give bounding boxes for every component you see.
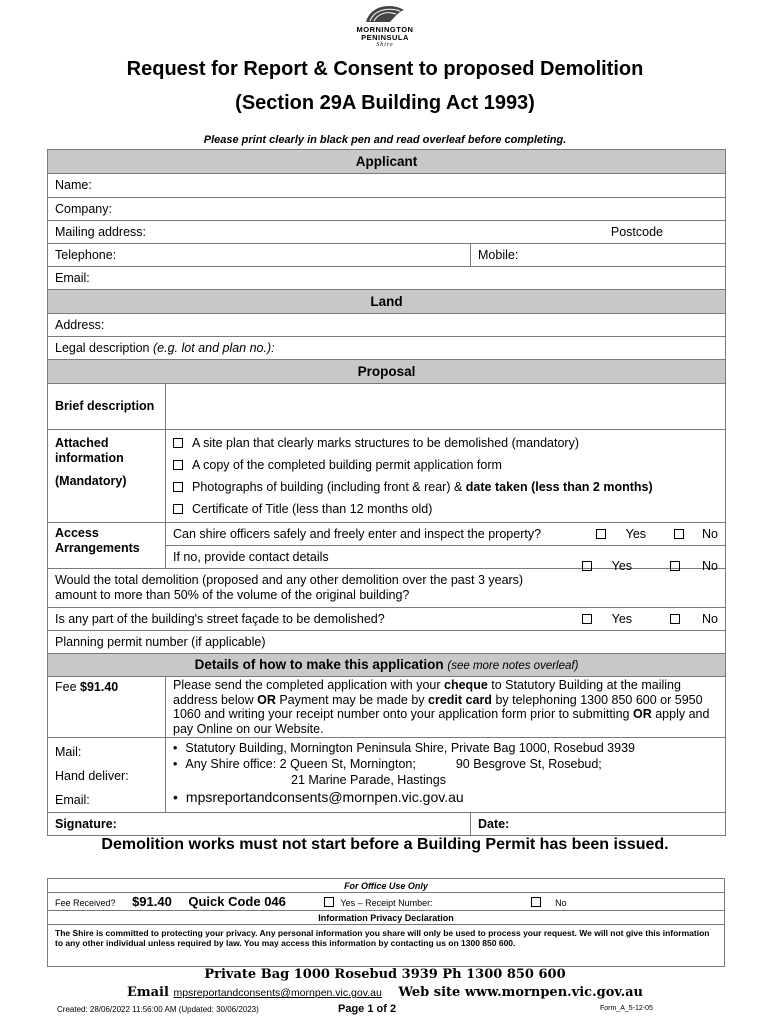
proposal-header: Proposal (48, 360, 726, 384)
name-field[interactable]: Name: (48, 174, 726, 198)
shell-logo-icon (360, 2, 410, 26)
delivery-details (166, 738, 726, 813)
access-label: Access Arrangements (48, 523, 166, 569)
facade-no[interactable]: No (656, 612, 718, 626)
legal-description-field[interactable] (48, 337, 726, 360)
privacy-text: The Shire is committed to protecting your privacy. Any personal information you share will only be used to process your request. We will not give this information to any other individual unless required by law. You may access this information by contacting us on 1300 850 600. (48, 925, 725, 967)
contact-line (0, 985, 770, 1000)
fee-label: Fee (55, 680, 77, 694)
access-question: Can shire officers safely and freely enter and inspect the property? (173, 526, 542, 541)
checkbox-icon[interactable] (173, 504, 183, 514)
attach-permit-form[interactable]: A copy of the completed building permit application form (173, 454, 718, 476)
demolition-volume-row (48, 559, 726, 608)
facade-yes-no (554, 612, 718, 627)
demolition-yes-no (554, 559, 718, 574)
form-subtitle: (Section 29A Building Act 1993) (235, 92, 535, 114)
privacy-header: Information Privacy Declaration (48, 911, 725, 925)
checkbox-icon[interactable] (324, 897, 334, 907)
attached-info-cell (48, 430, 166, 523)
address-field[interactable]: Address: (48, 314, 726, 337)
mail-address: • Statutory Building, Mornington Peninsula Shire, Private Bag 1000, Rosebud 3939 (173, 740, 718, 756)
logo-line-2: PENINSULA (361, 33, 409, 42)
telephone-field[interactable]: Telephone: (48, 244, 471, 267)
email-word: Email (126, 985, 169, 1000)
contact-email[interactable]: mpsreportandconsents@mornpen.vic.gov.au (173, 987, 382, 999)
access-no[interactable]: No (660, 527, 718, 541)
mailing-address-field[interactable] (48, 221, 726, 244)
logo-line-3: Shire (376, 42, 394, 48)
legal-description-label: Legal description (55, 340, 150, 355)
legal-description-hint: (e.g. lot and plan no.): (153, 340, 275, 355)
attach-title-certificate[interactable]: Certificate of Title (less than 12 months old) (173, 498, 718, 520)
delivery-labels (48, 738, 166, 813)
receipt-no[interactable]: No (531, 898, 567, 908)
hastings-office: 21 Marine Parade, Hastings (291, 773, 446, 787)
email-address[interactable]: • mpsreportandconsents@mornpen.vic.gov.au (173, 789, 718, 805)
instruction-text: Please print clearly in black pen and read overleaf before completing. (203, 134, 567, 146)
checkbox-icon[interactable] (670, 561, 680, 571)
checkbox-icon[interactable] (670, 614, 680, 624)
postcode-label: Postcode (610, 224, 664, 239)
facade-question: Is any part of the building's street façade to be demolished? (55, 611, 385, 626)
brief-description-label: Brief description (48, 384, 166, 430)
mandatory-label: (Mandatory) (55, 474, 127, 488)
receipt-yes[interactable]: Yes – Receipt Number: (324, 898, 432, 908)
checkbox-icon[interactable] (582, 614, 592, 624)
date-field[interactable]: Date: (471, 813, 726, 836)
attached-info-label: Attached information (55, 436, 124, 465)
email-label: Email: (55, 793, 90, 807)
fee-received-label: Fee Received? (55, 898, 116, 908)
hand-deliver-offices: • Any Shire office: 2 Queen St, Mornington; 90 Besgrove St, Rosebud; (173, 756, 718, 772)
quick-code: Quick Code 046 (188, 894, 286, 909)
form-title: Request for Report & Consent to proposed Demolition (126, 58, 644, 80)
office-use-table (47, 878, 725, 967)
checkbox-icon[interactable] (173, 460, 183, 470)
mail-label: Mail: (55, 745, 82, 759)
shire-logo (340, 2, 430, 52)
fee-cell (48, 677, 166, 738)
attachment-checklist (166, 430, 726, 523)
warning-text: Demolition works must not start before a Building Permit has been issued. (101, 836, 669, 853)
checkbox-icon[interactable] (596, 529, 606, 539)
website[interactable]: Web site www.mornpen.vic.gov.au (398, 985, 644, 1000)
email-field[interactable]: Email: (48, 267, 726, 290)
attach-site-plan[interactable]: A site plan that clearly marks structures to be demolished (mandatory) (173, 432, 718, 454)
planning-permit-field[interactable]: Planning permit number (if applicable) (48, 631, 726, 654)
demolition-question: Would the total demolition (proposed and any other demolition over the past 3 years) amount to more than 50% of the volume of the original building? (55, 573, 524, 602)
payment-instructions: Please send the completed application with your cheque to Statutory Building at the mailing address below OR Payment may be made by credit card by telephoning 1300 850 600 or 5950 1060 and writing your receipt number onto your application form prior to submitting OR apply and pay Online on our Website. (166, 677, 726, 738)
access-yes[interactable]: Yes (582, 527, 646, 541)
access-yes-no (568, 527, 718, 542)
attach-photographs[interactable]: Photographs of building (including front & rear) & date taken (less than 2 months) (173, 476, 718, 498)
checkbox-icon[interactable] (582, 561, 592, 571)
access-contact-field[interactable]: If no, provide contact details (166, 546, 726, 569)
contact-address: Private Bag 1000 Rosebud 3939 Ph 1300 850 600 (204, 967, 566, 982)
checkbox-icon[interactable] (531, 897, 541, 907)
facade-yes[interactable]: Yes (568, 612, 632, 626)
logo-line-1: MORNINGTON (356, 25, 414, 34)
checkbox-icon[interactable] (173, 438, 183, 448)
access-question-row (166, 523, 726, 546)
checkbox-icon[interactable] (173, 482, 183, 492)
page-number: Page 1 of 2 (338, 1003, 397, 1015)
mobile-field[interactable]: Mobile: (471, 244, 726, 267)
brief-description-field[interactable] (166, 384, 726, 430)
signature-field[interactable]: Signature: (48, 813, 471, 836)
details-header: Details of how to make this application (see more notes overleaf) (48, 654, 726, 677)
demolition-yes[interactable]: Yes (568, 559, 632, 573)
fee-received-row (48, 893, 725, 911)
mailing-address-label: Mailing address: (55, 224, 147, 239)
hand-deliver-label: Hand deliver: (55, 769, 129, 783)
created-date: Created: 28/06/2022 11:56:00 AM (Updated: 30/06/2023) (57, 1005, 259, 1014)
details-header-note: (see more notes overleaf) (447, 659, 579, 672)
facade-row (48, 608, 726, 631)
form-code: Form_A_5-12-05 (600, 1005, 653, 1012)
applicant-header: Applicant (48, 150, 726, 174)
application-form (47, 149, 726, 836)
fee-amount: $91.40 (80, 680, 119, 694)
office-fee-amount: $91.40 (132, 894, 172, 909)
land-header: Land (48, 290, 726, 314)
demolition-no[interactable]: No (656, 559, 718, 573)
checkbox-icon[interactable] (674, 529, 684, 539)
office-header: For Office Use Only (48, 879, 725, 893)
company-field[interactable]: Company: (48, 198, 726, 221)
